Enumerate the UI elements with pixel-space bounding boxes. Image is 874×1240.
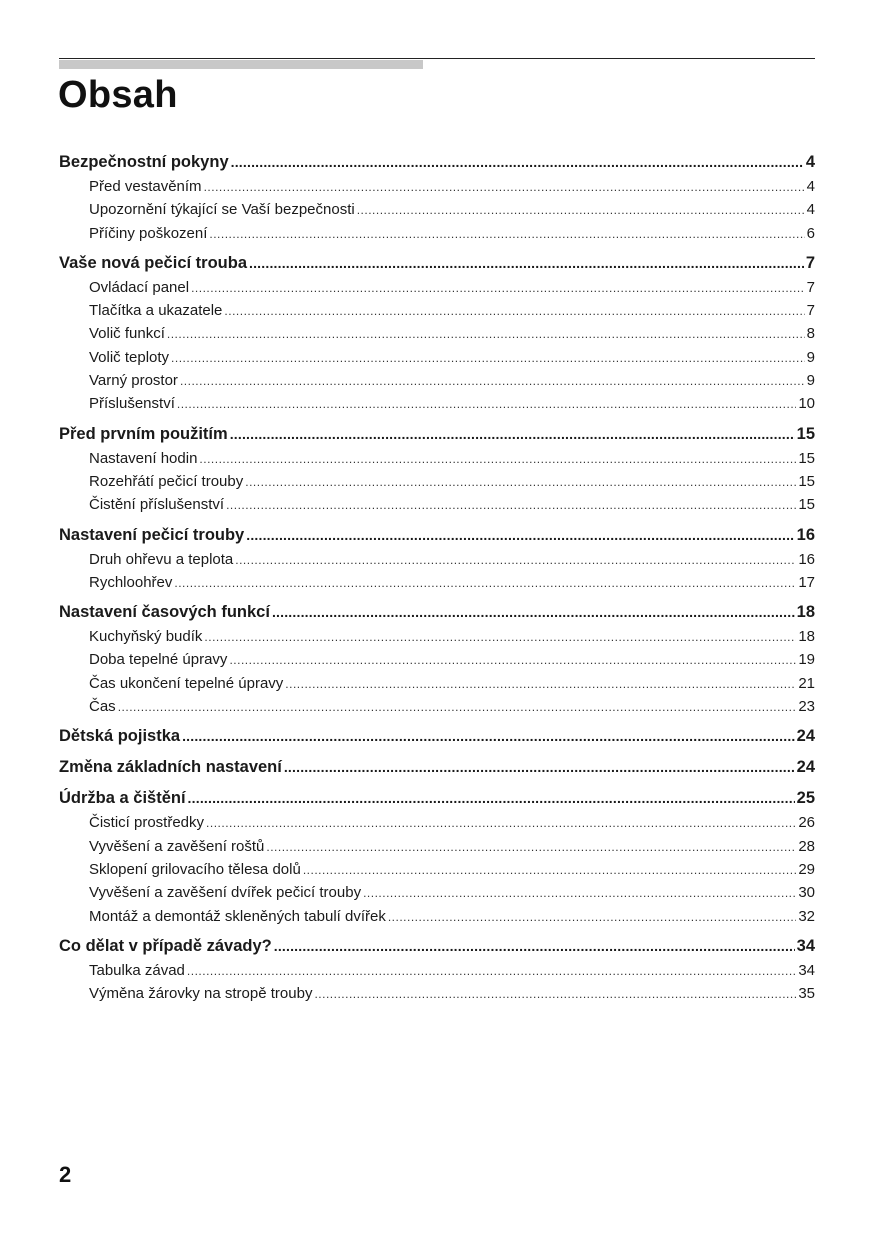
toc-entry-title: Volič funkcí xyxy=(89,325,165,343)
toc-page-number: 26 xyxy=(798,814,815,832)
toc-dot-leader xyxy=(171,347,805,370)
toc-entry-title: Tlačítka a ukazatele xyxy=(89,302,223,320)
toc-entry-title: Před prvním použitím xyxy=(59,424,228,443)
toc-subsection-entry[interactable] xyxy=(59,858,815,881)
toc-page-number: 16 xyxy=(798,550,815,568)
toc-dot-leader xyxy=(303,859,797,882)
toc-entry-title: Čas xyxy=(89,698,116,716)
toc-dot-leader xyxy=(199,448,796,471)
toc-dot-leader xyxy=(224,300,804,323)
toc-subsection-entry[interactable] xyxy=(59,175,815,198)
toc-subsection-entry[interactable] xyxy=(59,222,815,245)
toc-page-number: 15 xyxy=(798,472,815,490)
toc-page-number: 24 xyxy=(796,727,815,746)
toc-subsection-entry[interactable] xyxy=(59,625,815,648)
toc-page-number: 23 xyxy=(798,698,815,716)
toc-entry-title: Změna základních nastavení xyxy=(59,758,282,777)
toc-subsection-entry[interactable] xyxy=(59,548,815,571)
toc-section-entry[interactable] xyxy=(59,422,815,447)
toc-page-number: 19 xyxy=(798,651,815,669)
toc-entry-title: Příčiny poškození xyxy=(89,224,208,242)
toc-dot-leader xyxy=(363,882,796,905)
toc-section xyxy=(59,786,815,927)
toc-dot-leader xyxy=(246,523,794,548)
toc-section xyxy=(59,150,815,245)
toc-page-number: 30 xyxy=(798,884,815,902)
toc-subsection-entry[interactable] xyxy=(59,276,815,299)
toc-subsection-entry[interactable] xyxy=(59,811,815,834)
toc-dot-leader xyxy=(274,934,795,959)
toc-dot-leader xyxy=(266,836,796,859)
toc-subsection-entry[interactable] xyxy=(59,881,815,904)
toc-page-number: 25 xyxy=(796,789,815,808)
toc-dot-leader xyxy=(230,422,795,447)
toc-dot-leader xyxy=(235,549,796,572)
toc-dot-leader xyxy=(388,906,796,929)
toc-section-entry[interactable] xyxy=(59,934,815,959)
toc-subsection-entry[interactable] xyxy=(59,982,815,1005)
toc-page-number: 15 xyxy=(796,424,815,443)
header-accent-bar xyxy=(59,60,423,69)
toc-entry-title: Co dělat v případě závady? xyxy=(59,936,272,955)
toc-subsection-entry[interactable] xyxy=(59,322,815,345)
toc-section-entry[interactable] xyxy=(59,523,815,548)
toc-subsection-entry[interactable] xyxy=(59,392,815,415)
toc-entry-title: Doba tepelné úpravy xyxy=(89,651,228,669)
toc-page-number: 35 xyxy=(798,985,815,1003)
toc-dot-leader xyxy=(357,199,805,222)
toc-page-number: 24 xyxy=(796,758,815,777)
toc-page-number: 4 xyxy=(806,178,815,195)
toc-section xyxy=(59,934,815,1006)
toc-entry-title: Výměna žárovky na stropě trouby xyxy=(89,985,313,1003)
toc-dot-leader xyxy=(284,755,795,780)
toc-page-number: 18 xyxy=(796,603,815,622)
toc-dot-leader xyxy=(118,696,797,719)
toc-dot-leader xyxy=(174,572,796,595)
toc-dot-leader xyxy=(187,960,796,983)
toc-entry-title: Volič teploty xyxy=(89,348,170,366)
toc-dot-leader xyxy=(204,626,796,649)
toc-subsection-entry[interactable] xyxy=(59,369,815,392)
toc-page-number: 4 xyxy=(806,201,815,219)
toc-dot-leader xyxy=(245,471,796,494)
toc-section-entry[interactable] xyxy=(59,251,815,276)
toc-dot-leader xyxy=(204,176,805,199)
toc-section-entry[interactable] xyxy=(59,755,815,780)
toc-dot-leader xyxy=(191,277,805,300)
toc-page-number: 15 xyxy=(798,496,815,514)
toc-entry-title: Montáž a demontáž skleněných tabulí dvířek xyxy=(89,907,386,925)
toc-dot-leader xyxy=(229,649,796,672)
page-title: Obsah xyxy=(58,74,178,116)
toc-page-number: 6 xyxy=(806,224,815,242)
toc-section xyxy=(59,600,815,718)
toc-entry-title: Ovládací panel xyxy=(89,278,190,296)
table-of-contents xyxy=(59,150,815,1005)
toc-entry-title: Druh ohřevu a teplota xyxy=(89,550,234,568)
toc-page-number: 9 xyxy=(806,372,815,390)
header-rule xyxy=(59,58,815,59)
toc-entry-title: Upozornění týkající se Vaší bezpečnosti xyxy=(89,201,355,219)
toc-entry-title: Dětská pojistka xyxy=(59,727,181,746)
toc-dot-leader xyxy=(231,150,804,175)
toc-entry-title: Vyvěšení a zavěšení dvířek pečicí trouby xyxy=(89,884,362,902)
toc-section xyxy=(59,251,815,416)
toc-section xyxy=(59,523,815,595)
toc-dot-leader xyxy=(206,812,796,835)
toc-entry-title: Rychloohřev xyxy=(89,573,173,591)
toc-subsection-entry[interactable] xyxy=(59,346,815,369)
toc-section-entry[interactable] xyxy=(59,600,815,625)
toc-dot-leader xyxy=(249,251,804,276)
toc-page-number: 17 xyxy=(798,573,815,591)
toc-page-number: 7 xyxy=(805,253,815,272)
toc-section-entry[interactable] xyxy=(59,150,815,175)
toc-page-number: 21 xyxy=(798,674,815,692)
toc-entry-title: Údržba a čištění xyxy=(59,789,186,808)
toc-subsection-entry[interactable] xyxy=(59,470,815,493)
toc-entry-title: Čistění příslušenství xyxy=(89,496,225,514)
toc-subsection-entry[interactable] xyxy=(59,695,815,718)
toc-subsection-entry[interactable] xyxy=(59,447,815,470)
toc-entry-title: Bezpečnostní pokyny xyxy=(59,153,229,171)
toc-page-number: 18 xyxy=(798,628,815,646)
toc-page-number: 32 xyxy=(798,907,815,925)
toc-entry-title: Kuchyňský budík xyxy=(89,628,203,646)
toc-dot-leader xyxy=(272,600,795,625)
toc-section xyxy=(59,422,815,517)
toc-page-number: 4 xyxy=(805,153,815,171)
toc-entry-title: Čas ukončení tepelné úpravy xyxy=(89,674,284,692)
toc-section-entry[interactable] xyxy=(59,786,815,811)
toc-page-number: 29 xyxy=(798,860,815,878)
toc-page-number: 7 xyxy=(806,278,815,296)
toc-page-number: 9 xyxy=(806,348,815,366)
toc-entry-title: Rozehřátí pečicí trouby xyxy=(89,472,244,490)
toc-subsection-entry[interactable] xyxy=(59,493,815,516)
toc-page-number: 34 xyxy=(798,961,815,979)
toc-page-number: 16 xyxy=(796,525,815,544)
toc-subsection-entry[interactable] xyxy=(59,672,815,695)
toc-subsection-entry[interactable] xyxy=(59,959,815,982)
toc-dot-leader xyxy=(167,323,805,346)
toc-entry-title: Příslušenství xyxy=(89,395,175,413)
toc-subsection-entry[interactable] xyxy=(59,571,815,594)
page-number: 2 xyxy=(59,1162,72,1187)
toc-page-number: 15 xyxy=(798,449,815,467)
toc-subsection-entry[interactable] xyxy=(59,198,815,221)
toc-entry-title: Čisticí prostředky xyxy=(89,814,205,832)
toc-dot-leader xyxy=(226,494,796,517)
toc-subsection-entry[interactable] xyxy=(59,835,815,858)
toc-subsection-entry[interactable] xyxy=(59,905,815,928)
toc-entry-title: Vyvěšení a zavěšení roštů xyxy=(89,837,265,855)
toc-entry-title: Vaše nová pečicí trouba xyxy=(59,253,247,272)
toc-section-entry[interactable] xyxy=(59,724,815,749)
toc-page-number: 8 xyxy=(806,325,815,343)
toc-dot-leader xyxy=(180,370,805,393)
toc-section xyxy=(59,724,815,749)
toc-section xyxy=(59,755,815,780)
toc-page-number: 10 xyxy=(798,395,815,413)
toc-subsection-entry[interactable] xyxy=(59,299,815,322)
toc-entry-title: Sklopení grilovacího tělesa dolů xyxy=(89,860,301,878)
toc-entry-title: Před vestavěním xyxy=(89,178,202,195)
toc-dot-leader xyxy=(209,223,804,246)
toc-page-number: 34 xyxy=(796,936,815,955)
toc-entry-title: Nastavení časových funkcí xyxy=(59,603,270,622)
toc-dot-leader xyxy=(314,983,796,1006)
toc-entry-title: Nastavení pečicí trouby xyxy=(59,525,245,544)
toc-dot-leader xyxy=(182,724,795,749)
toc-subsection-entry[interactable] xyxy=(59,648,815,671)
toc-dot-leader xyxy=(285,673,796,696)
toc-dot-leader xyxy=(177,393,796,416)
toc-page-number: 28 xyxy=(798,837,815,855)
toc-entry-title: Tabulka závad xyxy=(89,961,185,979)
toc-dot-leader xyxy=(188,786,795,811)
toc-page-number: 7 xyxy=(806,302,815,320)
toc-entry-title: Nastavení hodin xyxy=(89,449,198,467)
toc-entry-title: Varný prostor xyxy=(89,372,178,390)
